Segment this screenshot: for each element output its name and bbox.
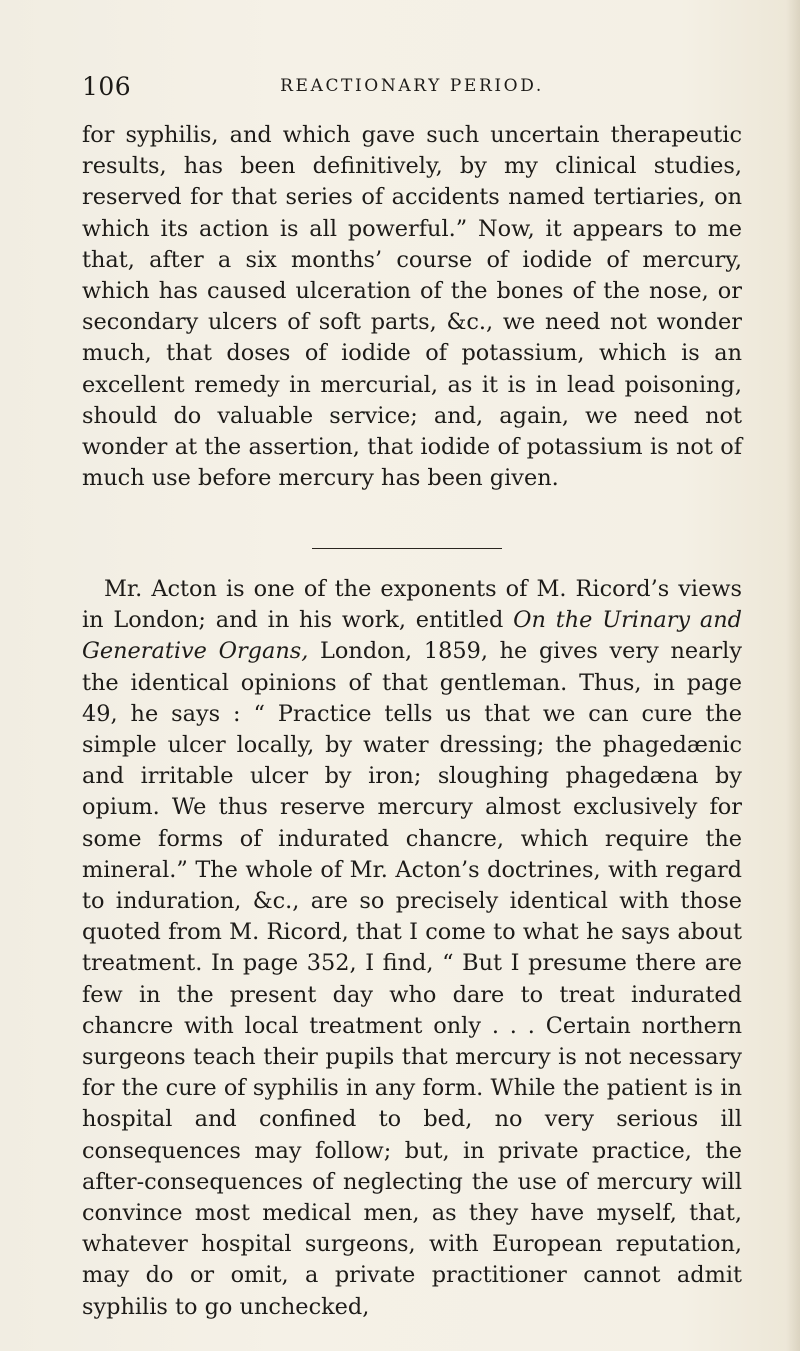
page-edge-shadow [786,0,800,1351]
page-number: 106 [82,72,132,101]
paragraph-2-part-2: London, 1859, he gives very nearly the identical opinions of that gentleman. Thus, in page 49, he says : “ Practice tells us that we can cure the simple ulcer locally, by water dressing; the phagedænic and irritable ulcer by iron; sloughing phagedæna by opium. We thus reserve mercury almost exclusively for some forms of indurated chancre, which require the mineral.” The whole of Mr. Acton’s doctrines, with regard to induration, &c., are so precisely identical with those quoted from M. Ricord, that I come to what he says about treatment. In page 352, I find, “ But I presume there are few in the present day who dare to treat indurated chancre with local treatment only . . . Certain northern surgeons teach their pupils that mercury is not necessary for the cure of syphilis in any form. While the patient is in hospital and confined to bed, no very serious ill consequences may follow; but, in private practice, the after-consequences of neglecting the use of mercury will convince most medical men, as they have myself, that, whatever hospital surgeons, with European reputation, may do or omit, a private practitioner cannot admit syphilis to go unchecked, [82,638,742,1320]
running-title: REACTIONARY PERIOD. [280,76,544,96]
section-divider [312,548,502,549]
book-title: On the Urinary and Generative Organs, [82,607,742,665]
paragraph-2 [82,574,742,1323]
paragraph-1: for syphilis, and which gave such uncertain therapeutic results, has been definitively, by my clinical studies, reserved for that series of accidents named tertiaries, on which its action is all powerful.” Now, it appears to me that, after a six months’ course of iodide of mercury, which has caused ulceration of the bones of the nose, or secondary ulcers of soft parts, &c., we need not wonder much, that doses of iodide of potassium, which is an excellent remedy in mercurial, as it is in lead poisoning, should do valuable service; and, again, we need not wonder at the assertion, that iodide of potassium is not of much use before mercury has been given. [82,122,742,492]
running-head [82,72,742,106]
paragraph-2-part-1: Mr. Acton is one of the exponents of M. Ricord’s views in London; and in his work, entitled [82,576,742,634]
